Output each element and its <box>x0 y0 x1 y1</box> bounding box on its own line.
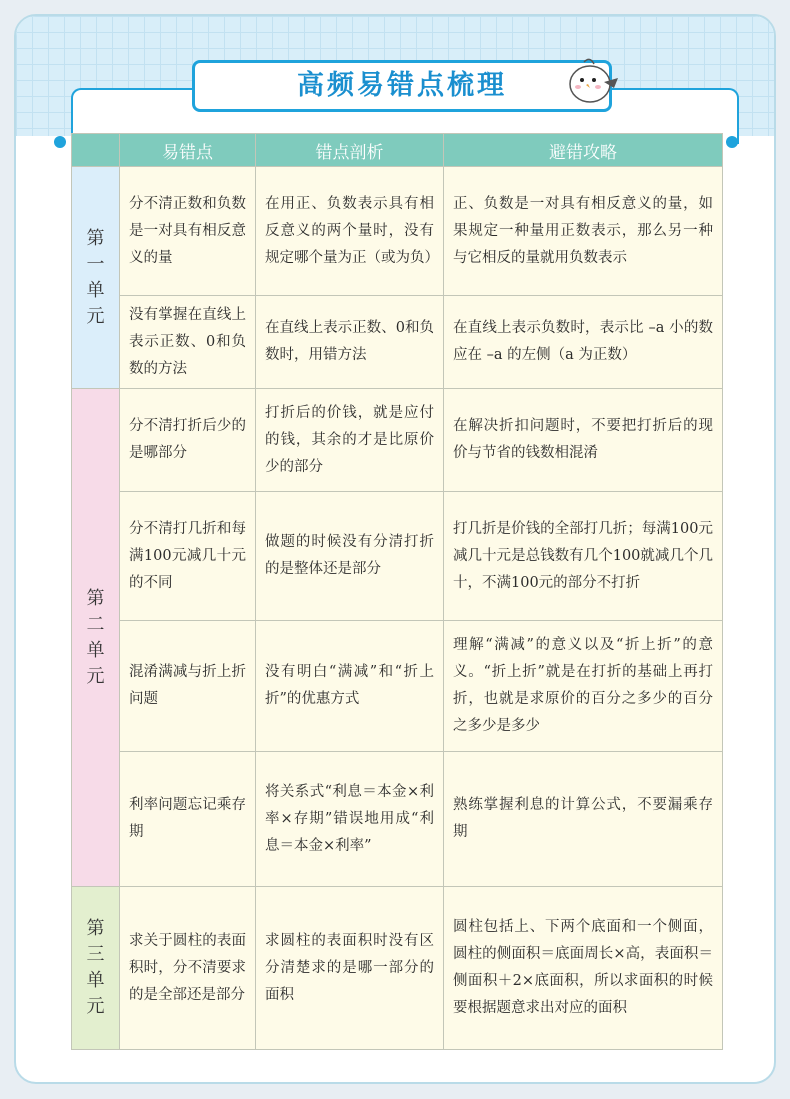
header-unit <box>72 134 120 167</box>
strategy-cell: 正、负数是一对具有相反意义的量，如果规定一种量用正数表示，那么另一种与它相反的量就用负数表示 <box>444 167 723 296</box>
left-dot-icon <box>54 136 66 148</box>
unit-label-3: 第三单元 <box>72 887 120 1050</box>
unit-label-2: 第二单元 <box>72 389 120 887</box>
right-dot-icon <box>726 136 738 148</box>
header-analysis: 错点剖析 <box>256 134 444 167</box>
error-point-cell: 分不清正数和负数是一对具有相反意义的量 <box>120 167 256 296</box>
analysis-cell: 将关系式“利息＝本金×利率×存期”错误地用成“利息＝本金×利率” <box>256 752 444 887</box>
analysis-cell: 打折后的价钱，就是应付的钱，其余的才是比原价少的部分 <box>256 389 444 492</box>
unit-label-1: 第一单元 <box>72 167 120 389</box>
table-row <box>72 296 723 389</box>
table-row <box>72 752 723 887</box>
table-row <box>72 492 723 621</box>
strategy-cell: 在解决折扣问题时，不要把打折后的现价与节省的钱数相混淆 <box>444 389 723 492</box>
header-strategy: 避错攻略 <box>444 134 723 167</box>
strategy-cell: 在直线上表示负数时，表示比 –a 小的数应在 –a 的左侧（a 为正数） <box>444 296 723 389</box>
page-title: 高频易错点梳理 <box>297 70 507 101</box>
strategy-cell: 熟练掌握利息的计算公式，不要漏乘存期 <box>444 752 723 887</box>
strategy-cell: 圆柱包括上、下两个底面和一个侧面，圆柱的侧面积＝底面周长×高，表面积＝侧面积＋2×底面积，所以求面积的时候要根据题意求出对应的面积 <box>444 887 723 1050</box>
strategy-cell: 打几折是价钱的全部打几折；每满100元减几十元是总钱数有几个100就减几个几十，不满100元的部分不打折 <box>444 492 723 621</box>
analysis-cell: 在用正、负数表示具有相反意义的两个量时，没有规定哪个量为正（或为负） <box>256 167 444 296</box>
table-row <box>72 887 723 1050</box>
analysis-cell: 没有明白“满减”和“折上折”的优惠方式 <box>256 621 444 752</box>
error-point-cell: 混淆满减与折上折问题 <box>120 621 256 752</box>
header-error-point: 易错点 <box>120 134 256 167</box>
table-header-row <box>72 134 723 167</box>
analysis-cell: 做题的时候没有分清打折的是整体还是部分 <box>256 492 444 621</box>
table-row <box>72 389 723 492</box>
error-point-cell: 分不清打折后少的是哪部分 <box>120 389 256 492</box>
error-points-table <box>71 133 722 1050</box>
title-box <box>192 60 612 112</box>
page-card <box>14 14 776 1084</box>
error-point-cell: 没有掌握在直线上表示正数、0和负数的方法 <box>120 296 256 389</box>
error-point-cell: 分不清打几折和每满100元减几十元的不同 <box>120 492 256 621</box>
table-row <box>72 621 723 752</box>
analysis-cell: 求圆柱的表面积时没有区分清楚求的是哪一部分的面积 <box>256 887 444 1050</box>
table-row <box>72 167 723 296</box>
error-point-cell: 求关于圆柱的表面积时，分不清要求的是全部还是部分 <box>120 887 256 1050</box>
analysis-cell: 在直线上表示正数、0和负数时，用错方法 <box>256 296 444 389</box>
error-point-cell: 利率问题忘记乘存期 <box>120 752 256 887</box>
strategy-cell: 理解“满减”的意义以及“折上折”的意义。“折上折”就是在打折的基础上再打折，也就是求原价的百分之多少的百分之多少是多少 <box>444 621 723 752</box>
bird-mascot-icon <box>564 52 620 108</box>
